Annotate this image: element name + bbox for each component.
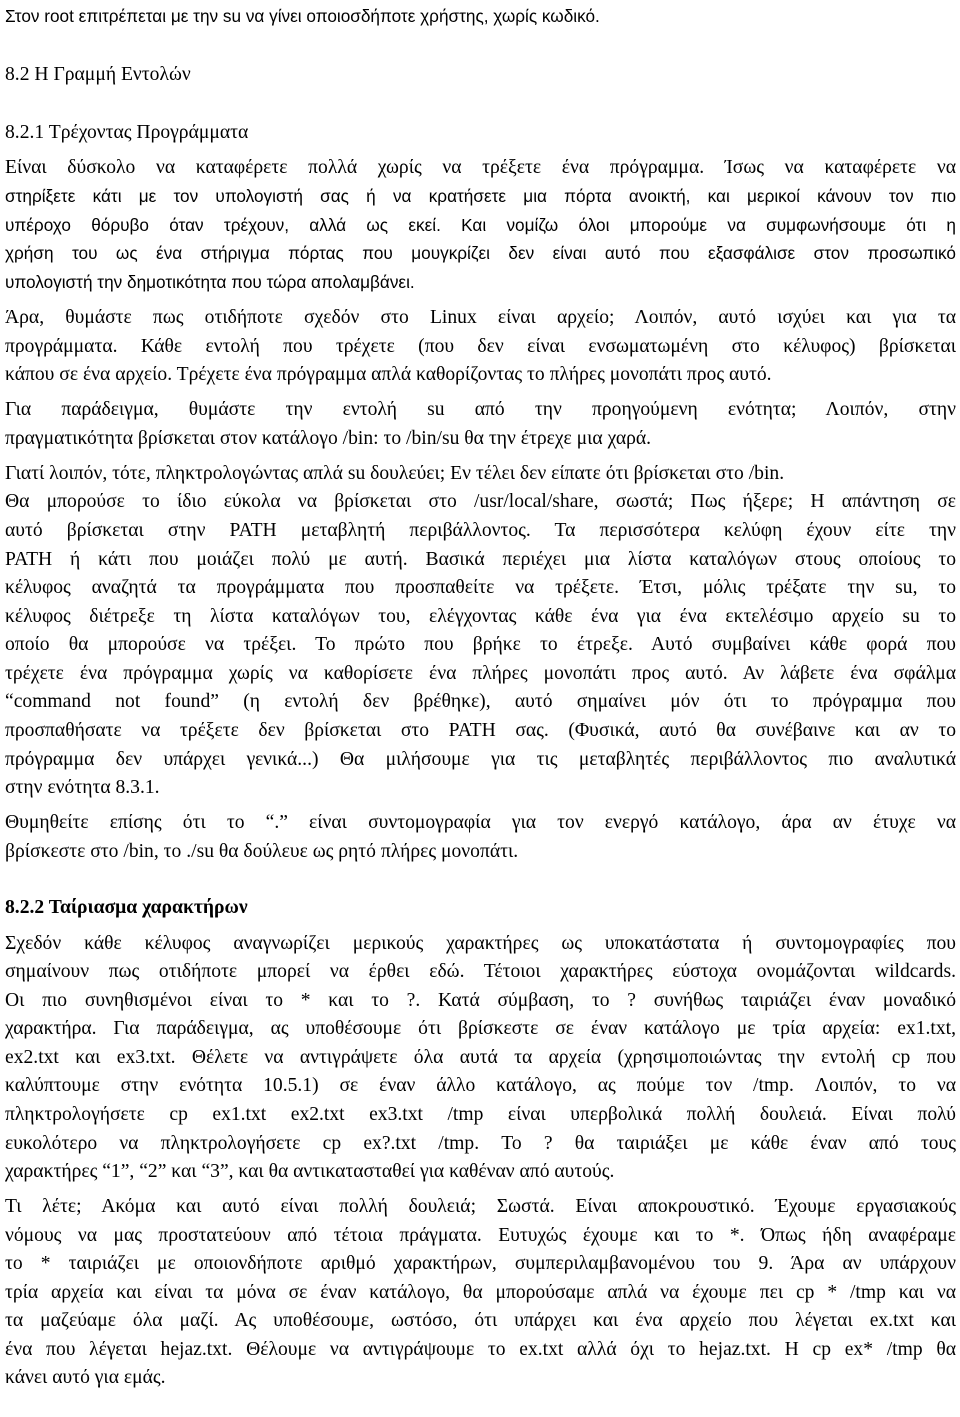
para1-line: υπέροχο θόρυβο όταν τρέχουν, αλλά ως εκεί. Και νομίζω όλοι μπορούμε να συμφωνήσουμε ότι η <box>5 215 956 235</box>
para7-line: Τι λέτε; Ακόμα και αυτό είναι πολλή δουλειά; Σωστά. Είναι αποκρουστικό. Έχουμε εργασιακούς <box>5 1196 956 1217</box>
para6-line: πληκτρολογήσετε cp ex1.txt ex2.txt ex3.txt /tmp είναι υπερβολικά πολλή δουλειά. Είναι πολύ <box>5 1104 956 1125</box>
para4-line: Γιατί λοιπόν, τότε, πληκτρολογώντας απλά su δουλεύει; Εν τέλει δεν είπατε ότι βρίσκεται στο /bin. <box>5 463 785 484</box>
para2-line: κάπου σε ένα αρχείο. Τρέχετε ένα πρόγραμμα απλά καθορίζοντας το πλήρες μονοπάτι προς αυτό. <box>5 364 772 385</box>
para3-line: Για παράδειγμα, θυμάστε την εντολή su από την προηγούμενη ενότητα; Λοιπόν, στην <box>5 399 956 420</box>
para4-line: “command not found” (η εντολή δεν βρέθηκε), αυτό σημαίνει μόν ότι το πρόγραμμα που <box>5 691 956 712</box>
para6-line: σημαίνουν πως οτιδήποτε μπορεί να έρθει εδώ. Τέτοιοι χαρακτήρες εύστοχα ονομάζονται wildcards. <box>5 961 956 982</box>
para1-line: χρήση του ως ένα στήριγμα πόρτας που μουγκρίζει δεν είναι αυτό που εξασφάλισε στον προσωπικό <box>5 243 956 263</box>
para7-line: το * ταιριάζει με οποιονδήποτε αριθμό χαρακτήρων, συμπεριλαμβανομένου του 9. Άρα αν υπάρχουν <box>5 1253 956 1274</box>
para5-line: βρίσκεστε στο /bin, το ./su θα δούλευε ως ρητό πλήρες μονοπάτι. <box>5 841 519 862</box>
para2-line: Άρα, θυμάστε πως οτιδήποτε σχεδόν στο Linux είναι αρχείο; Λοιπόν, αυτό ισχύει και για τα <box>5 307 956 328</box>
para4-line: PATH ή κάτι που μοιάζει πολύ με αυτή. Βασικά περιέχει μια λίστα καταλόγων στους οποίους το <box>5 549 956 570</box>
para1-line: Είναι δύσκολο να καταφέρετε πολλά χωρίς να τρέξετε ένα πρόγραμμα. Ίσως να καταφέρετε να <box>5 157 956 178</box>
para4-line: στην ενότητα 8.3.1. <box>5 777 160 798</box>
para6-line: Οι πιο συνηθισμένοι είναι το * και το ?. Κατά σύμβαση, το ? συνήθως ταιριάζει έναν μοναδικό <box>5 990 956 1011</box>
heading-8-2-1: 8.2.1 Τρέχοντας Προγράμματα <box>5 122 249 143</box>
heading-8-2-2: 8.2.2 Ταίριασμα χαρακτήρων <box>5 897 248 918</box>
para7-line: ένα που λέγεται hejaz.txt. Θέλουμε να αντιγράψουμε το ex.txt αλλά όχι το hejaz.txt. Η cp ex* /tmp θα <box>5 1339 956 1360</box>
top-line: Στον root επιτρέπεται με την su να γίνει οποιοσδήποτε χρήστης, χωρίς κωδικό. <box>5 6 600 26</box>
para7-line: τρία αρχεία και είναι τα μόνα σε έναν κατάλογο, θα μπορούσαμε απλά να έχουμε πει cp * /tmp και να <box>5 1282 956 1303</box>
para4-line: κέλυφος αναζητά τα προγράμματα που προσπαθείτε να τρέξετε. Έτσι, μόλις τρέξατε την su, το <box>5 577 956 598</box>
para7-line: νόμους να μας προστατεύουν από τέτοια πράγματα. Ευτυχώς έχουμε και το *. Όπως ήδη αναφέραμε <box>5 1225 956 1246</box>
para6-line: ex2.txt και ex3.txt. Θέλετε να αντιγράψετε όλα αυτά τα αρχεία (χρησιμοποιώντας την εντολή cp που <box>5 1047 956 1068</box>
para1-line: υπολογιστή την δημοτικότητα που τώρα απολαμβάνει. <box>5 272 415 292</box>
para4-line: προσπαθήσατε να τρέξετε δεν βρίσκεται στο PATH σας. (Φυσικά, αυτό θα συνέβαινε και αν το <box>5 720 956 741</box>
para4-line: πρόγραμμα δεν υπάρχει γενικά...) Θα μιλήσουμε για τις μεταβλητές περιβάλλοντος πιο αναλυτικά <box>5 749 956 770</box>
para7-line: τα μαζεύαμε όλα μαζί. Ας υποθέσουμε, ωστόσο, ότι υπάρχει και ένα αρχείο που λέγεται ex.txt και <box>5 1310 956 1331</box>
para6-line: ευκολότερο να πληκτρολογήσετε cp ex?.txt /tmp. Το ? θα ταιριάξει με κάθε έναν από τους <box>5 1133 956 1154</box>
para6-line: χαρακτήρα. Για παράδειγμα, ας υποθέσουμε ότι βρίσκεστε σε έναν κατάλογο με τρία αρχεία: ex1.txt, <box>5 1018 956 1039</box>
heading-8-2: 8.2 Η Γραμμή Εντολών <box>5 64 191 85</box>
para6-line: χαρακτήρες “1”, “2” και “3”, και θα αντικατασταθεί για καθέναν από αυτούς. <box>5 1161 615 1182</box>
para3-line: πραγματικότητα βρίσκεται στον κατάλογο /bin: το /bin/su θα την έτρεχε μια χαρά. <box>5 428 652 449</box>
para4-line: Θα μπορούσε το ίδιο εύκολα να βρίσκεται στο /usr/local/share, σωστά; Πως ήξερε; Η απάντηση σε <box>5 491 956 512</box>
para6-line: καλύπτουμε στην ενότητα 10.5.1) σε έναν άλλο κατάλογο, ας πούμε τον /tmp. Λοιπόν, το να <box>5 1075 956 1096</box>
para7-line: κάνει αυτό για εμάς. <box>5 1367 166 1388</box>
para4-line: τρέχετε ένα πρόγραμμα χωρίς να καθορίσετε ένα πλήρες μονοπάτι προς αυτό. Αν λάβετε ένα σφάλμα <box>5 663 956 684</box>
para2-line: προγράμματα. Κάθε εντολή που τρέχετε (που δεν είναι ενσωματωμένη στο κέλυφος) βρίσκεται <box>5 336 956 357</box>
para4-line: αυτό βρίσκεται στην PATH μεταβλητή περιβάλλοντος. Τα περισσότερα κελύφη έχουν είτε την <box>5 520 956 541</box>
para5-line: Θυμηθείτε επίσης ότι το “.” είναι συντομογραφία για τον ενεργό κατάλογο, άρα αν έτυχε να <box>5 812 956 833</box>
para6-line: Σχεδόν κάθε κέλυφος αναγνωρίζει μερικούς χαρακτήρες ως υποκατάστατα ή συντομογραφίες που <box>5 933 956 954</box>
para4-line: κέλυφος διέτρεξε τη λίστα καταλόγων του, ελέγχοντας κάθε ένα για ένα εκτελέσιμο αρχείο su το <box>5 606 956 627</box>
para1-line: στηρίξετε κάτι με τον υπολογιστή σας ή να κρατήσετε μια πόρτα ανοικτή, και μερικοί κάνουν τον πιο <box>5 186 956 206</box>
para4-line: οποίο θα μπορούσε να τρέξει. Το πρώτο που βρήκε το έτρεξε. Αυτό συμβαίνει κάθε φορά που <box>5 634 956 655</box>
